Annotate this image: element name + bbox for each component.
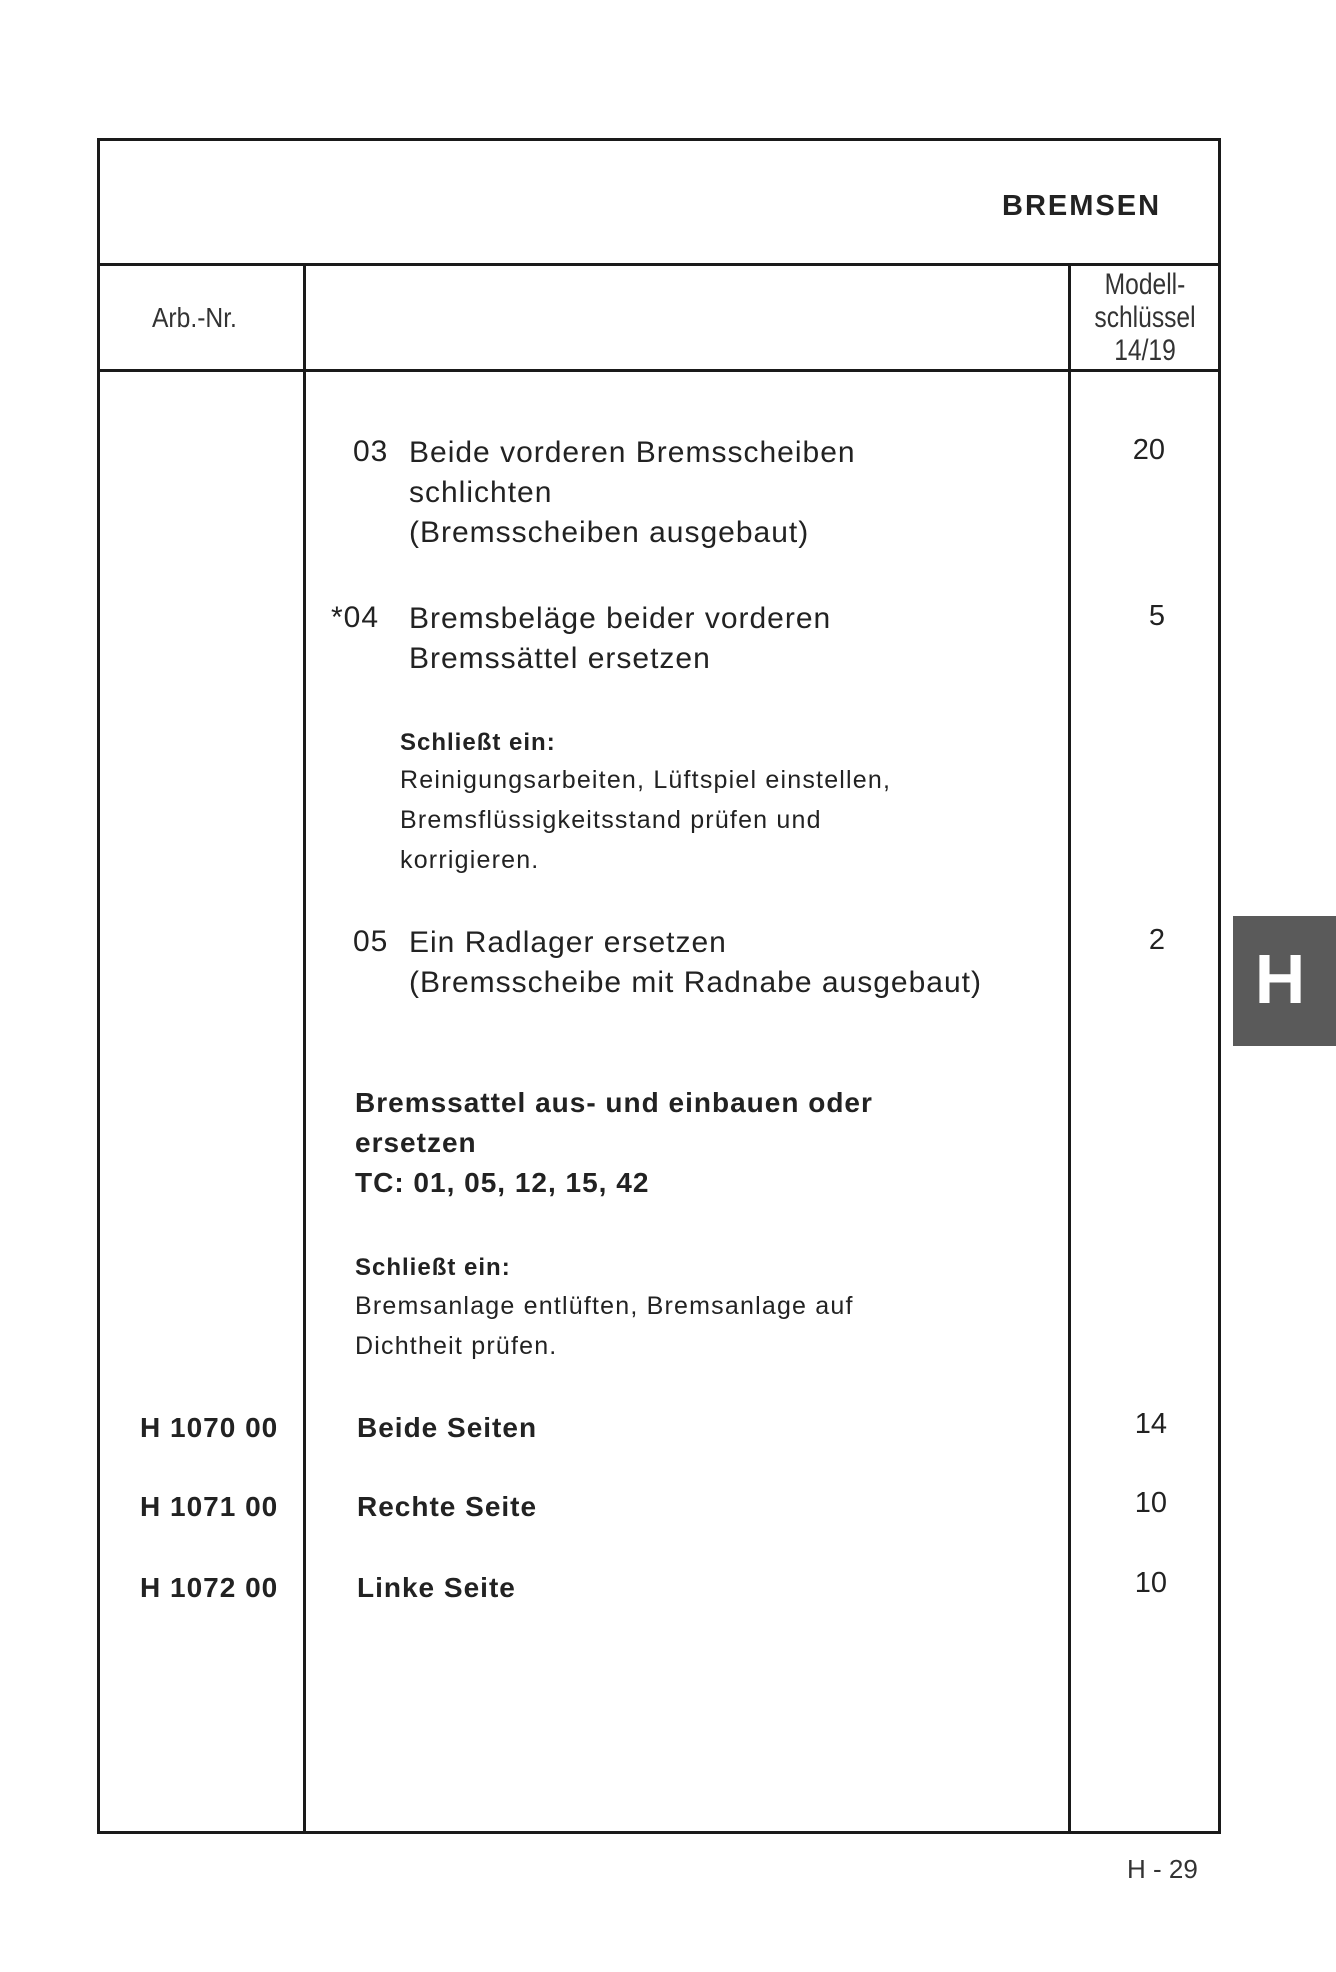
includes-line: Reinigungsarbeiten, Lüftspiel einstellen,: [400, 766, 892, 794]
item-number: 05: [353, 925, 389, 958]
caliper-heading: [355, 1083, 873, 1203]
item-number: *04: [331, 601, 380, 634]
page-number: H - 29: [1127, 1854, 1198, 1884]
frame-left: [97, 138, 100, 1834]
work-number: H 1070 00: [140, 1412, 279, 1443]
column-header-model-key: [1090, 268, 1200, 367]
item-line: schlichten: [409, 476, 553, 509]
title-divider: [97, 263, 1221, 266]
includes-line: Bremsflüssigkeitsstand prüfen und: [400, 806, 822, 834]
section-title: BREMSEN: [1002, 190, 1162, 222]
frame-right: [1218, 138, 1221, 1834]
includes-line: Dichtheit prüfen.: [355, 1332, 558, 1360]
row-value: 14: [1134, 1408, 1167, 1440]
caliper-heading-line: ersetzen: [355, 1127, 477, 1158]
model-key-line-1: Modell-: [1104, 268, 1186, 301]
work-number: H 1071 00: [140, 1491, 279, 1522]
includes-text: [355, 1286, 854, 1366]
column-header-arb-nr: Arb.-Nr.: [152, 302, 237, 333]
item-description: [409, 923, 982, 1003]
row-value: 10: [1134, 1487, 1167, 1519]
caliper-heading-line: Bremssattel aus- und einbauen oder: [355, 1087, 873, 1118]
row-description: Rechte Seite: [357, 1491, 538, 1522]
row-description: Beide Seiten: [357, 1412, 538, 1443]
frame-bottom: [97, 1831, 1221, 1834]
item-line: (Bremsscheiben ausgebaut): [409, 516, 810, 549]
header-divider: [97, 369, 1221, 372]
item-number: 03: [353, 435, 389, 468]
item-value: 2: [1148, 924, 1165, 956]
item-line: Bremsbeläge beider vorderen: [409, 602, 832, 635]
model-key-line-3: 14/19: [1114, 334, 1176, 367]
item-value: 5: [1148, 600, 1165, 632]
includes-label: Schließt ein:: [400, 729, 556, 756]
section-tab-letter: H: [1254, 940, 1306, 1018]
col-divider-1: [303, 263, 306, 1834]
includes-line: korrigieren.: [400, 846, 540, 874]
includes-label: Schließt ein:: [355, 1254, 511, 1281]
includes-line: Bremsanlage entlüften, Bremsanlage auf: [355, 1292, 854, 1320]
frame-top: [97, 138, 1221, 141]
col-divider-2: [1068, 263, 1071, 1834]
tc-codes: TC: 01, 05, 12, 15, 42: [355, 1167, 650, 1198]
item-line: (Bremsscheibe mit Radnabe ausgebaut): [409, 966, 982, 999]
item-value: 20: [1132, 434, 1165, 466]
item-description: [409, 599, 831, 679]
row-description: Linke Seite: [357, 1572, 516, 1603]
item-line: Bremssättel ersetzen: [409, 642, 711, 675]
item-line: Beide vorderen Bremsscheiben: [409, 436, 856, 469]
item-line: Ein Radlager ersetzen: [409, 926, 727, 959]
includes-text: [400, 760, 891, 880]
model-key-line-2: schlüssel: [1094, 301, 1196, 334]
row-value: 10: [1134, 1567, 1167, 1599]
item-description: [409, 433, 856, 553]
work-number: H 1072 00: [140, 1572, 279, 1603]
